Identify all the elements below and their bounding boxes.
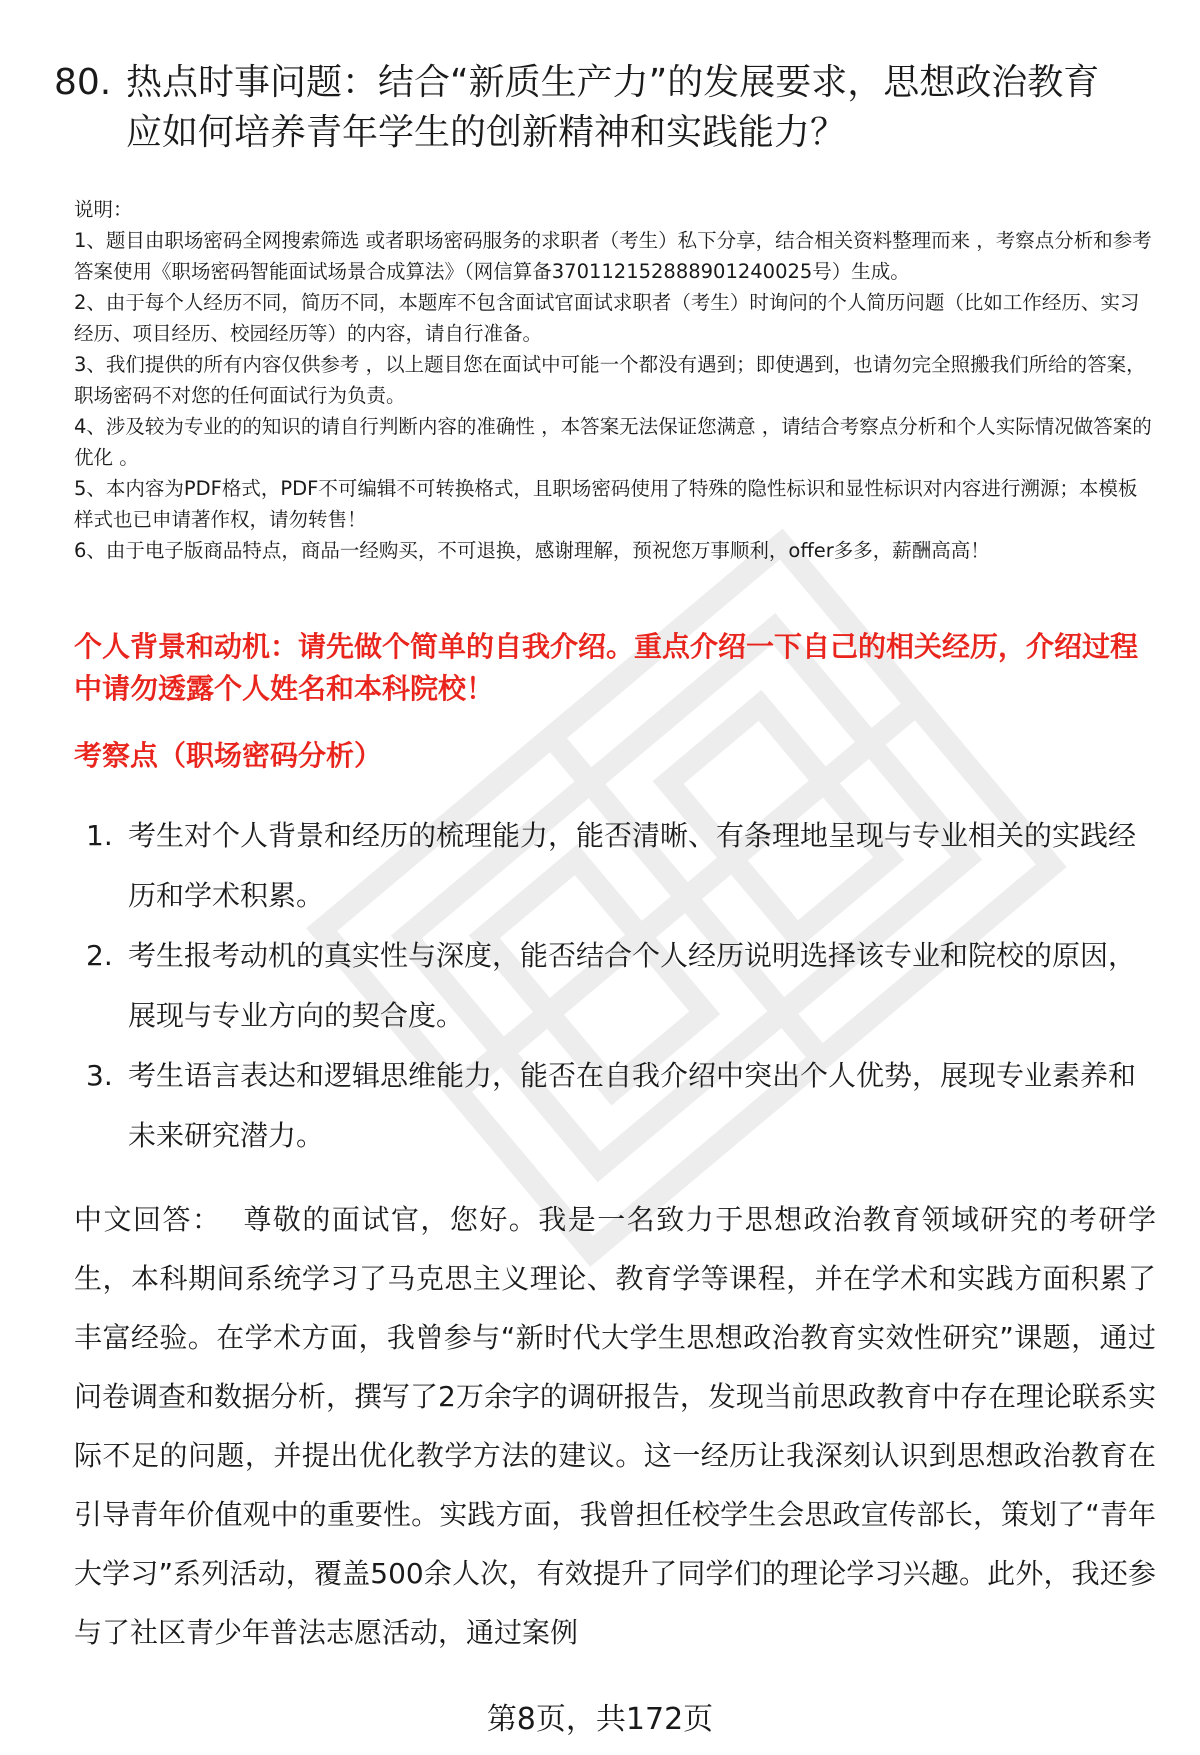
answer-section [74, 1190, 1156, 1662]
point-text: 考生语言表达和逻辑思维能力，能否在自我介绍中突出个人优势，展现专业素养和未来研究潜力。 [128, 1059, 1137, 1152]
question-line-1: 热点时事问题：结合“新质生产力”的发展要求，思想政治教育 [126, 62, 1100, 103]
note-item: 2、由于每个人经历不同，简历不同，本题库不包含面试官面试求职者（考生）时询问的个人简历问题（比如工作经历、实习经历、项目经历、校园经历等）的内容，请自行准备。 [74, 291, 1140, 345]
point-text: 考生报考动机的真实性与深度，能否结合个人经历说明选择该专业和院校的原因，展现与专业方向的契合度。 [128, 939, 1137, 1032]
question-number: 80. [54, 62, 112, 103]
answer-label: 中文回答： [74, 1203, 222, 1236]
point-text: 考生对个人背景和经历的梳理能力，能否清晰、有条理地呈现与专业相关的实践经历和学术积累。 [128, 819, 1137, 912]
notes-heading: 说明： [74, 198, 133, 221]
question-line-2: 应如何培养青年学生的创新精神和实践能力？ [126, 112, 847, 153]
analysis-heading: 考察点（职场密码分析） [74, 739, 383, 772]
question-title [54, 58, 1154, 158]
point-index: 3. [86, 1059, 113, 1092]
point-index: 2. [86, 939, 113, 972]
point-index: 1. [86, 819, 113, 852]
note-item: 1、题目由职场密码全网搜索筛选 或者职场密码服务的求职者（考生）私下分享，结合相关资料整理而来 ，考察点分析和参考答案使用《职场密码智能面试场景合成算法》（网信算备370112152888901240025号）生成。 [74, 229, 1152, 283]
note-item: 6、由于电子版商品特点，商品一经购买，不可退换，感谢理解，预祝您万事顺利，offer多多，薪酬高高！ [74, 539, 990, 562]
note-item: 4、涉及较为专业的的知识的请自行判断内容的准确性 ，本答案无法保证您满意 ，请结合考察点分析和个人实际情况做答案的优化 。 [74, 415, 1152, 469]
notes-section [74, 194, 1154, 566]
list-item [74, 1046, 1154, 1166]
list-item [74, 806, 1154, 926]
analysis-points [74, 806, 1154, 1166]
page-number: 第8页，共172页 [486, 1702, 714, 1737]
note-item: 5、本内容为PDF格式，PDF不可编辑不可转换格式，且职场密码使用了特殊的隐性标识和显性标识对内容进行溯源；本模板样式也已申请著作权，请勿转售！ [74, 477, 1138, 531]
note-item: 3、我们提供的所有内容仅供参考 ，以上题目您在面试中可能一个都没有遇到；即使遇到，也请勿完全照搬我们所给的答案，职场密码不对您的任何面试行为负责。 [74, 353, 1146, 407]
background-prompt: 个人背景和动机：请先做个简单的自我介绍。重点介绍一下自己的相关经历，介绍过程中请勿透露个人姓名和本科院校！ [74, 630, 1139, 705]
answer-text: 尊敬的面试官，您好。我是一名致力于思想政治教育领域研究的考研学生，本科期间系统学习了马克思主义理论、教育学等课程，并在学术和实践方面积累了丰富经验。在学术方面，我曾参与“新时代大学生思想政治教育实效性研究”课题，通过问卷调查和数据分析，撰写了2万余字的调研报告，发现当前思政教育中存在理论联系实际不足的问题，并提出优化教学方法的建议。这一经历让我深刻认识到思想政治教育在引导青年价值观中的重要性。实践方面，我曾担任校学生会思政宣传部长，策划了“青年大学习”系列活动，覆盖500余人次，有效提升了同学们的理论学习兴趣。此外，我还参与了社区青少年普法志愿活动，通过案例 [74, 1203, 1156, 1649]
list-item [74, 926, 1154, 1046]
